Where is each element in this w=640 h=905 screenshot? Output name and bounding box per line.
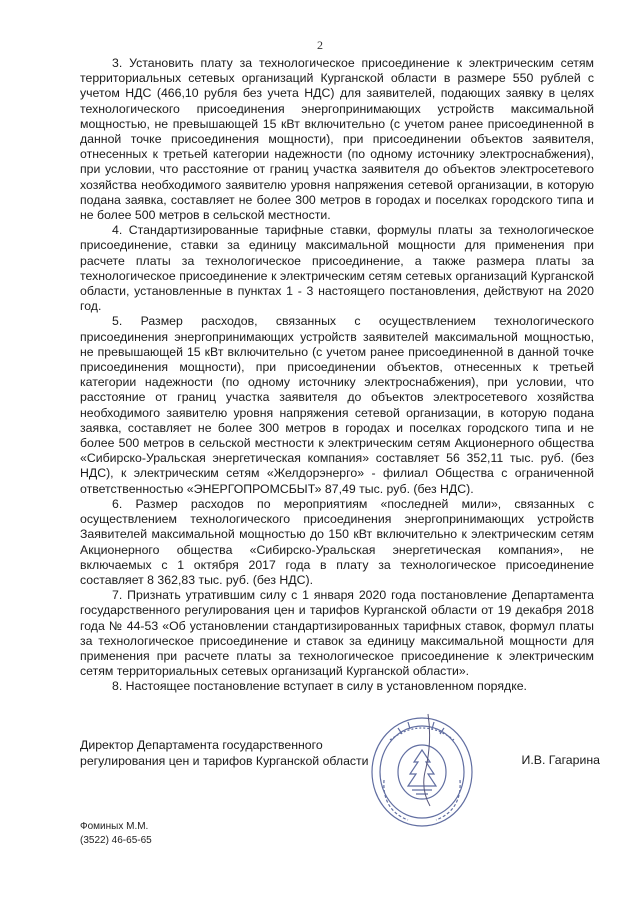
paragraph-7: 7. Признать утратившим силу с 1 января 2020 года постановление Департамента государственного регулирования цен и тарифов Курганской области от 19 декабря 2018 года № 44-53 «Об установлении стандартизированных тарифных ставок, формул платы за технологическое присоединение и ставок за единицу максимальной мощности для применения при расчете платы за технологическое присоединение к электрическим сетям территориальных сетевых организаций Курганской области». [80, 588, 594, 679]
executor-name: Фоминых М.М. [80, 821, 149, 832]
document-body [80, 56, 594, 695]
paragraph-4: 4. Стандартизированные тарифные ставки, формулы платы за технологическое присоединение, ставки за единицу максимальной мощности для применения при расчете платы за технологическое присоединение, а также размера платы за технологическое присоединение к электрическим сетям сетевых организаций Курганской области, установленные в пунктах 1 - 3 настоящего постановления, действуют на 2020 год. [80, 223, 594, 314]
signature-block [80, 738, 600, 782]
signatory-title: Директор Департамента государственного регулирования цен и тарифов Курганской области [80, 738, 369, 768]
page-number: 2 [317, 38, 323, 52]
paragraph-8: 8. Настоящее постановление вступает в силу в установленном порядке. [112, 679, 527, 694]
paragraph-3: 3. Установить плату за технологическое присоединение к электрическим сетям территориальных сетевых организаций Курганской области в размере 550 рублей с учетом НДС (466,10 рубля без учета НДС) для заявителей, подающих заявку в целях технологического присоединения энергопринимающих устройств максимальной мощностью, не превышающей 15 кВт включительно (с учетом ранее присоединенной в данной точке присоединения мощности), при присоединении объектов заявителя, отнесенных к третьей категории надежности (по одному источнику электроснабжения), при условии, что расстояние от границ участка заявителя до объектов электросетевого хозяйства необходимого заявителю уровня напряжения сетевой организации, в которую подана заявка, составляет не более 300 метров в городах и поселках городского типа и не более 500 метров в сельской местности. [80, 56, 594, 223]
paragraph-6: 6. Размер расходов по мероприятиям «последней мили», связанных с осуществлением технологического присоединения энергопринимающих устройств Заявителей максимальной мощностью до 150 кВт включительно к электрическим сетям Акционерного общества «Сибирско-Уральская энергетическая компания», не включаемых с 1 октября 2017 года в плату за технологическое присоединение составляет 8 362,83 тыс. руб. (без НДС). [80, 496, 594, 587]
executor-info [80, 820, 152, 848]
signatory-name: И.В. Гагарина [521, 753, 600, 767]
paragraph-5: 5. Размер расходов, связанных с осуществлением технологического присоединения энергопринимающих устройств заявителей максимальной мощностью, не превышающей 15 кВт включительно (с учетом ранее присоединенной в данной точке присоединения мощности), при присоединении объектов, отнесенных к третьей категории надежности (по одному источнику электроснабжения), при условии, что расстояние от границ участка заявителя до объектов электросетевого хозяйства необходимого заявителю уровня напряжения сетевой организации, в которую подана заявка, составляет не более 300 метров в городах и поселках городского типа и не более 500 метров в сельской местности к электрическим сетям Акционерного общества «Сибирско-Уральская энергетическая компания» составляет 56 352,11 тыс. руб. (без НДС), к электрическим сетям «Желдорэнерго» - филиал Общества с ограниченной ответственностью «ЭНЕРГОПРОМСБЫТ» 87,49 тыс. руб. (без НДС). [80, 314, 594, 496]
executor-phone: (3522) 46-65-65 [80, 835, 152, 846]
